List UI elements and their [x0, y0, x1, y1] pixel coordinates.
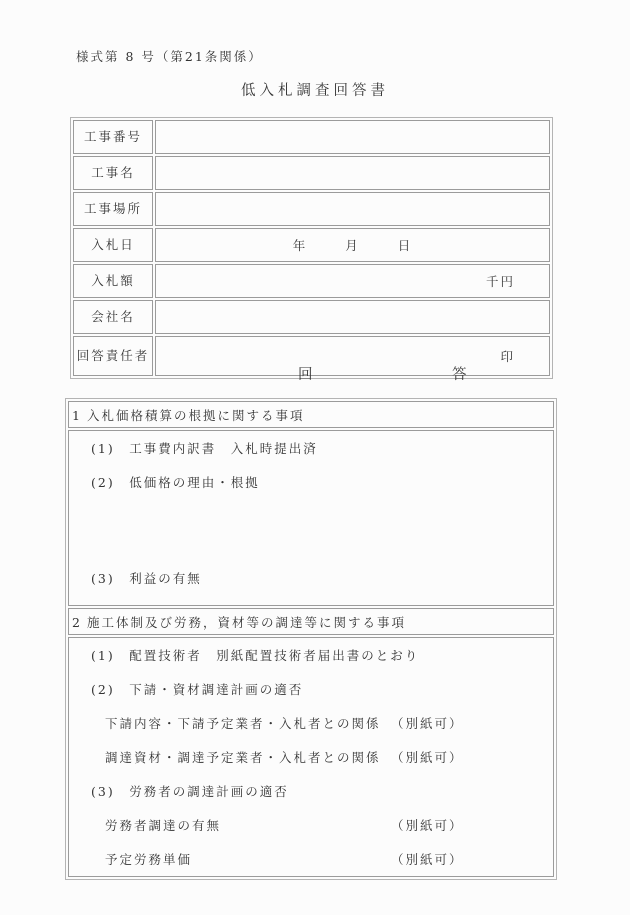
write-in-space [69, 499, 553, 561]
item-line: (2) 下請・資材調達計画の適否 [91, 682, 304, 697]
section-2-header [68, 608, 554, 635]
table-row-koji-mei [73, 156, 550, 190]
item-line: (1) 工事費内訳書 入札時提出済 [91, 441, 318, 456]
attachment-note: （別紙可） [391, 852, 464, 867]
item-text: 予定労務単価 [105, 852, 193, 867]
day-label: 日 [397, 238, 413, 253]
answer-table [65, 398, 557, 880]
year-label: 年 [292, 238, 308, 253]
section-title: 施工体制及び労務，資材等の調達等に関する事項 [87, 614, 407, 630]
item-line: (2) 低価格の理由・根拠 [91, 475, 260, 490]
item-line: (1) 配置技術者 別紙配置技術者届出書のとおり [91, 648, 420, 663]
answer-heading-char-2: 答 [452, 367, 467, 383]
row-value-blank [155, 156, 550, 190]
item-line [69, 706, 553, 740]
item-text: 労務者調達の有無 [105, 818, 222, 833]
table-row-koji-basho [73, 192, 550, 226]
attachment-note: （別紙可） [391, 716, 464, 731]
item-line: (3) 利益の有無 [91, 571, 202, 586]
info-table [70, 117, 553, 379]
section-1-body-row [68, 430, 554, 606]
section-1-body [68, 430, 554, 606]
table-row-kaisha-mei [73, 300, 550, 334]
item-line [69, 740, 553, 774]
row-label: 入札額 [73, 264, 153, 298]
item-text: 調達資材・調達予定業者・入札者との関係 [105, 750, 381, 765]
row-label: 工事番号 [73, 120, 153, 154]
item-line [69, 842, 553, 876]
row-label: 工事名 [73, 156, 153, 190]
table-row-nyusatsu-bi [73, 228, 550, 262]
row-label: 回答責任者 [73, 336, 153, 376]
row-label: 会社名 [73, 300, 153, 334]
attachment-note: （別紙可） [391, 818, 464, 833]
row-value-unit: 千円 [155, 264, 550, 298]
row-value-blank [155, 120, 550, 154]
table-row-nyusatsu-gaku [73, 264, 550, 298]
row-label: 入札日 [73, 228, 153, 262]
answer-heading-char-1: 回 [298, 367, 313, 383]
section-2-body-row [68, 637, 554, 877]
item-line [69, 808, 553, 842]
row-value-date [155, 228, 550, 262]
date-placeholder [164, 236, 541, 254]
section-2-header-row [68, 608, 554, 635]
item-text: 下請内容・下請予定業者・入札者との関係 [105, 716, 381, 731]
answer-heading [0, 363, 630, 383]
section-1-header [68, 401, 554, 428]
page-title: 低入札調査回答書 [241, 83, 389, 99]
row-value-blank [155, 300, 550, 334]
row-label: 工事場所 [73, 192, 153, 226]
section-number: 1 [72, 407, 80, 423]
section-number: 2 [72, 614, 80, 630]
section-title: 入札価格積算の根拠に関する事項 [87, 407, 305, 423]
section-2-body [68, 637, 554, 877]
item-line: (3) 労務者の調達計画の適否 [91, 784, 289, 799]
month-label: 月 [345, 238, 360, 253]
row-value-blank [155, 192, 550, 226]
form-number: 様式第 8 号（第21条関係） [76, 49, 263, 64]
table-row-koji-bango [73, 120, 550, 154]
section-1-header-row [68, 401, 554, 428]
attachment-note: （別紙可） [391, 750, 464, 765]
row-value-seal: 印 [155, 336, 550, 376]
